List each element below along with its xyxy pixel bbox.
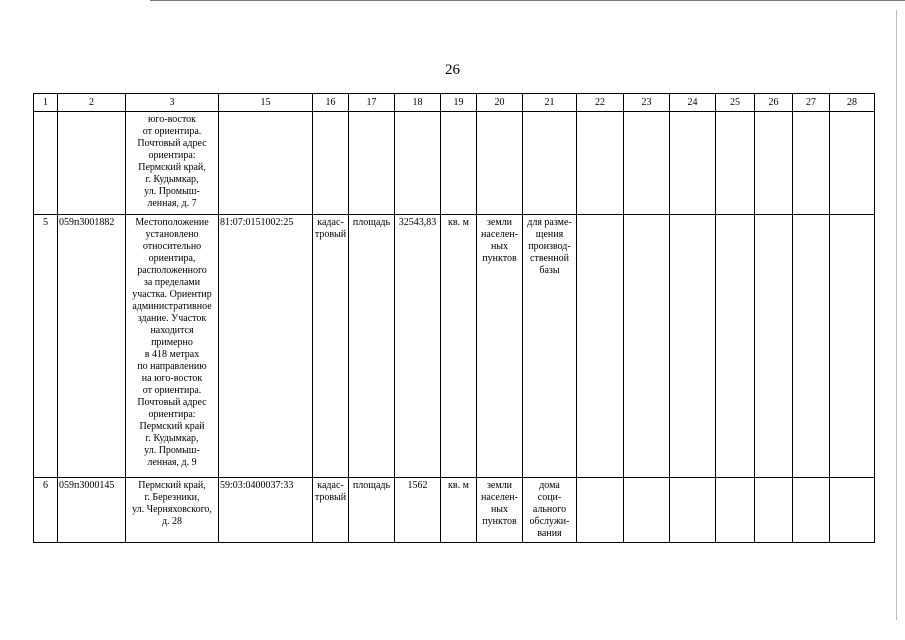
- register-table: [33, 93, 875, 543]
- page-number: 26: [445, 62, 460, 78]
- number-type-cell: кадас- тровый: [313, 215, 349, 478]
- registration-number-cell: 059п3001882: [58, 215, 126, 478]
- number-type-cell: кадас- тровый: [313, 478, 349, 543]
- row-number-cell: [34, 112, 58, 215]
- column-header: 20: [477, 94, 523, 112]
- unit-cell: [441, 112, 477, 215]
- land-category-cell: земли населен- ных пунктов: [477, 215, 523, 478]
- column-header: 22: [577, 94, 624, 112]
- empty-cell: [830, 215, 875, 478]
- column-number-row: [34, 94, 875, 112]
- characteristic-cell: [349, 112, 395, 215]
- empty-cell: [793, 478, 830, 543]
- column-header: 16: [313, 94, 349, 112]
- empty-cell: [793, 215, 830, 478]
- address-cell: юго-восток от ориентира. Почтовый адрес ориентира: Пермский край, г. Кудымкар, ул. Промыш- ленная, д. 7: [126, 112, 219, 215]
- cadastral-number-cell: 59:03:0400037:33: [219, 478, 313, 543]
- column-header: 25: [716, 94, 755, 112]
- registration-number-cell: 059п3000145: [58, 478, 126, 543]
- permitted-use-cell: [523, 112, 577, 215]
- characteristic-cell: площадь: [349, 478, 395, 543]
- empty-cell: [577, 112, 624, 215]
- column-header: 19: [441, 94, 477, 112]
- unit-cell: кв. м: [441, 215, 477, 478]
- empty-cell: [716, 112, 755, 215]
- value-cell: 1562: [395, 478, 441, 543]
- column-header: 15: [219, 94, 313, 112]
- empty-cell: [830, 478, 875, 543]
- table-row: [34, 215, 875, 478]
- empty-cell: [670, 478, 716, 543]
- empty-cell: [577, 215, 624, 478]
- empty-cell: [577, 478, 624, 543]
- empty-cell: [716, 215, 755, 478]
- empty-cell: [755, 215, 793, 478]
- characteristic-cell: площадь: [349, 215, 395, 478]
- unit-cell: кв. м: [441, 478, 477, 543]
- empty-cell: [830, 112, 875, 215]
- permitted-use-cell: для разме- щения производ- ственной базы: [523, 215, 577, 478]
- column-header: 2: [58, 94, 126, 112]
- address-cell: Пермский край, г. Березники, ул. Черняховского, д. 28: [126, 478, 219, 543]
- column-header: 23: [624, 94, 670, 112]
- registration-number-cell: [58, 112, 126, 215]
- empty-cell: [624, 112, 670, 215]
- cadastral-number-cell: 81:07:0151002:25: [219, 215, 313, 478]
- empty-cell: [670, 215, 716, 478]
- row-number-cell: 6: [34, 478, 58, 543]
- empty-cell: [670, 112, 716, 215]
- number-type-cell: [313, 112, 349, 215]
- empty-cell: [624, 478, 670, 543]
- column-header: 21: [523, 94, 577, 112]
- column-header: 28: [830, 94, 875, 112]
- right-margin-rule: [896, 10, 897, 620]
- land-category-cell: [477, 112, 523, 215]
- column-header: 26: [755, 94, 793, 112]
- column-header: 1: [34, 94, 58, 112]
- column-header: 27: [793, 94, 830, 112]
- table-row: [34, 112, 875, 215]
- land-category-cell: земли населен- ных пунктов: [477, 478, 523, 543]
- empty-cell: [624, 215, 670, 478]
- column-header: 17: [349, 94, 395, 112]
- value-cell: [395, 112, 441, 215]
- permitted-use-cell: дома соци- ального обслужи- вания: [523, 478, 577, 543]
- table-row: [34, 478, 875, 543]
- cadastral-number-cell: [219, 112, 313, 215]
- empty-cell: [755, 112, 793, 215]
- top-rule: [150, 0, 905, 1]
- empty-cell: [755, 478, 793, 543]
- row-number-cell: 5: [34, 215, 58, 478]
- empty-cell: [716, 478, 755, 543]
- column-header: 24: [670, 94, 716, 112]
- address-cell: Местоположение установлено относительно ориентира, расположенного за пределами участка. Ориентир административное здание. Участок находится примерно в 418 метрах по направлению на юго-восток от ориентира. Почтовый адрес ориентира: Пермский край г. Кудымкар, ул. Промыш- ленная, д. 9: [126, 215, 219, 478]
- value-cell: 32543,83: [395, 215, 441, 478]
- empty-cell: [793, 112, 830, 215]
- column-header: 3: [126, 94, 219, 112]
- column-header: 18: [395, 94, 441, 112]
